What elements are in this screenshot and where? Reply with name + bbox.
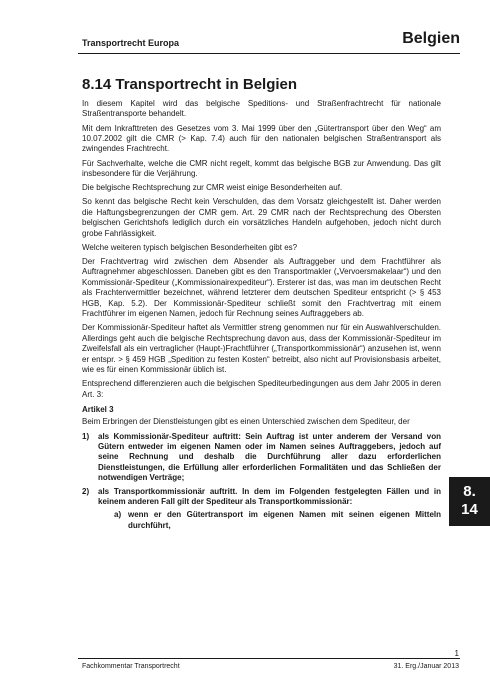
paragraph: Welche weiteren typisch belgischen Besonderheiten gibt es?: [82, 242, 298, 252]
article-item: [82, 432, 441, 484]
article-intro: Beim Erbringen der Dienstleistungen gibt es einen Unterschied zwischen dem Spediteur, der: [82, 417, 410, 427]
body-text: [82, 99, 441, 534]
article-item-number: 2): [82, 486, 90, 496]
article-subitem-letter: a): [114, 510, 122, 520]
article-heading: Artikel 3: [82, 404, 114, 414]
section-title: 8.14 Transportrecht in Belgien: [82, 76, 298, 93]
footer-edition: 31. Erg./Januar 2013: [393, 663, 459, 670]
paragraph: In diesem Kapitel wird das belgische Speditions- und Straßenfrachtrecht für nationale Straßentransporte behandelt.: [82, 99, 441, 119]
chapter-tab-line: 14: [461, 501, 478, 518]
running-header-country: Belgien: [402, 30, 460, 47]
article-subitem: [114, 510, 441, 531]
running-header-title: Transportrecht Europa: [82, 38, 180, 48]
paragraph: Für Sachverhalte, welche die CMR nicht regelt, kommt das belgische BGB zur Anwendung. Das gilt insbesondere für die Verjährung.: [82, 158, 441, 179]
paragraph: Der Kommissionär-Spediteur haftet als Vermittler streng genommen nur für ein Auswahlverschulden. Allerdings geht auch die belgische Rechtsprechung davon aus, dass der Kommissionär-Spediteur im Zweifelsfall als ein vertraglicher (Haupt-)Frachtführer („Transportkommissionär“) anzusehen ist, wenn er entspr. > § 459 HGB „Spedition zu festen Kosten“ betreibt, also nicht auf Provisionsbasis arbeitet, wie es für einen Kommissionär üblich ist.: [82, 323, 441, 374]
paragraph: Der Frachtvertrag wird zwischen dem Absender als Auftraggeber und dem Frachtführer als Auftragnehmer abgeschlossen. Daneben gibt es den Transportmakler („Vervoersmakelaar“) und den Kommissionär-Spediteur („Kommissionairexpediteur“). Ersterer ist das, was man im deutschen Recht als Frachtenvermittler bezeichnet, während letzterer dem deutschen Spediteur entspricht (> § 453 HGB, Kap. 5.2). Der Kommissionär-Spediteur schließt somit den Frachtvertrag mit einem Frachtführer im eigenen Namen, jedoch für Rechnung seines Auftraggebers ab.: [82, 257, 441, 319]
page-number: 1: [454, 649, 459, 658]
chapter-tab-line: 8.: [463, 483, 476, 500]
paragraph: So kennt das belgische Recht kein Verschulden, das dem Vorsatz gleichgestellt ist. Daher werden die Haftungsbegrenzungen der CMR gem. Art. 29 CMR nach der Rechtsprechung des Obersten belgischen Gerichtshofs lediglich durch ein vorsätzliches Handeln aufgehoben, jedoch nicht durch grobe Fahrlässigkeit.: [82, 197, 441, 238]
article-item-body: [98, 487, 441, 532]
paragraph: Die belgische Rechtsprechung zur CMR weist einige Besonderheiten auf.: [82, 183, 343, 193]
footer-publication: Fachkommentar Transportrecht: [82, 663, 180, 670]
chapter-thumb-tab: [449, 477, 490, 526]
article-item: [82, 487, 441, 532]
article-item-text: als Transportkommissionär auftritt. In dem im Folgenden festgelegten Fällen und in keinem anderen Fall gilt der Spediteur als Transportkommissionär:: [98, 486, 441, 506]
footer-divider: [78, 658, 460, 659]
article-subitem-text: wenn er den Gütertransport im eigenen Namen mit seinen eigenen Mitteln durchführt,: [128, 510, 441, 530]
header-divider: [78, 53, 460, 54]
paragraph: Entsprechend differenzieren auch die belgischen Spediteurbedingungen aus dem Jahr 2005 in deren Art. 3:: [82, 379, 441, 399]
paragraph: Mit dem Inkrafttreten des Gesetzes vom 3. Mai 1999 über den „Gütertransport über den Weg“ am 10.07.2002 gilt die CMR (> Kap. 7.4) auch für den nationalen belgischen Straßentransport als zwingendes Frachtrecht.: [82, 123, 441, 154]
article-item-text: als Kommissionär-Spediteur auftritt: Sein Auftrag ist unter anderem der Versand von Gütern entweder im eigenen Namen oder im Namen seines Auftraggebers, jedoch auf seine Rechnung und deshalb die Durchführung aller dazu erforderlichen Dienstleistungen, die Erfüllung aller erforderlichen Formalitäten und das Schließen der notwendigen Verträge;: [98, 431, 441, 483]
article-item-number: 1): [82, 431, 90, 441]
